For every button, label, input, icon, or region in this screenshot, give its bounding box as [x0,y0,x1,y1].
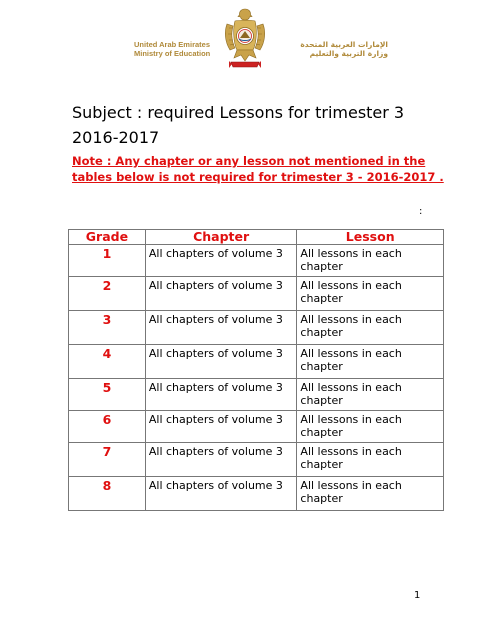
ministry-name-english-line: Ministry of Education [134,49,211,58]
grade-cell: 6 [69,411,146,443]
lesson-cell: All lessons in each chapter [297,311,444,345]
table-row [69,477,444,511]
note-text: Note : Any chapter or any lesson not mentioned in the tables below is not required for trimester 3 - 2016-2017 . [72,154,444,184]
grade-cell: 3 [69,311,146,345]
ministry-name-arabic [296,40,388,58]
chapter-cell: All chapters of volume 3 [145,311,297,345]
chapter-cell: All chapters of volume 3 [145,379,297,411]
grade-cell: 4 [69,345,146,379]
table-row [69,411,444,443]
document-title [72,100,452,150]
table-row [69,379,444,411]
ministry-name-english [134,40,224,58]
chapter-cell: All chapters of volume 3 [145,411,297,443]
lesson-cell: All lessons in each chapter [297,411,444,443]
chapter-cell: All chapters of volume 3 [145,477,297,511]
uae-emblem-icon [221,6,269,72]
header-lesson: Lesson [297,230,444,245]
table-row [69,443,444,477]
letterhead [0,0,492,80]
grade-cell: 1 [69,245,146,277]
lesson-cell: All lessons in each chapter [297,245,444,277]
chapter-cell: All chapters of volume 3 [145,277,297,311]
country-name-arabic: الإمارات العربية المتحدة [300,40,388,49]
lesson-cell: All lessons in each chapter [297,443,444,477]
grade-cell: 8 [69,477,146,511]
header-grade: Grade [69,230,146,245]
table-row [69,245,444,277]
grade-cell: 7 [69,443,146,477]
page-number: 1 [414,590,421,601]
table-row [69,345,444,379]
chapter-cell: All chapters of volume 3 [145,443,297,477]
stray-colon: : [419,206,423,217]
chapter-cell: All chapters of volume 3 [145,345,297,379]
table-row [69,311,444,345]
country-name-english: United Arab Emirates [134,40,210,49]
title-line-1: Subject : required Lessons for trimester 3 [72,103,405,122]
chapter-cell: All chapters of volume 3 [145,245,297,277]
lessons-table [68,229,444,511]
lesson-cell: All lessons in each chapter [297,345,444,379]
ministry-name-arabic-line: وزارة التربية والتعليم [309,49,388,58]
title-line-2: 2016-2017 [72,128,160,147]
grade-cell: 5 [69,379,146,411]
lesson-cell: All lessons in each chapter [297,477,444,511]
grade-cell: 2 [69,277,146,311]
lesson-cell: All lessons in each chapter [297,277,444,311]
table-header-row [69,230,444,245]
table-row [69,277,444,311]
header-chapter: Chapter [145,230,297,245]
lesson-cell: All lessons in each chapter [297,379,444,411]
